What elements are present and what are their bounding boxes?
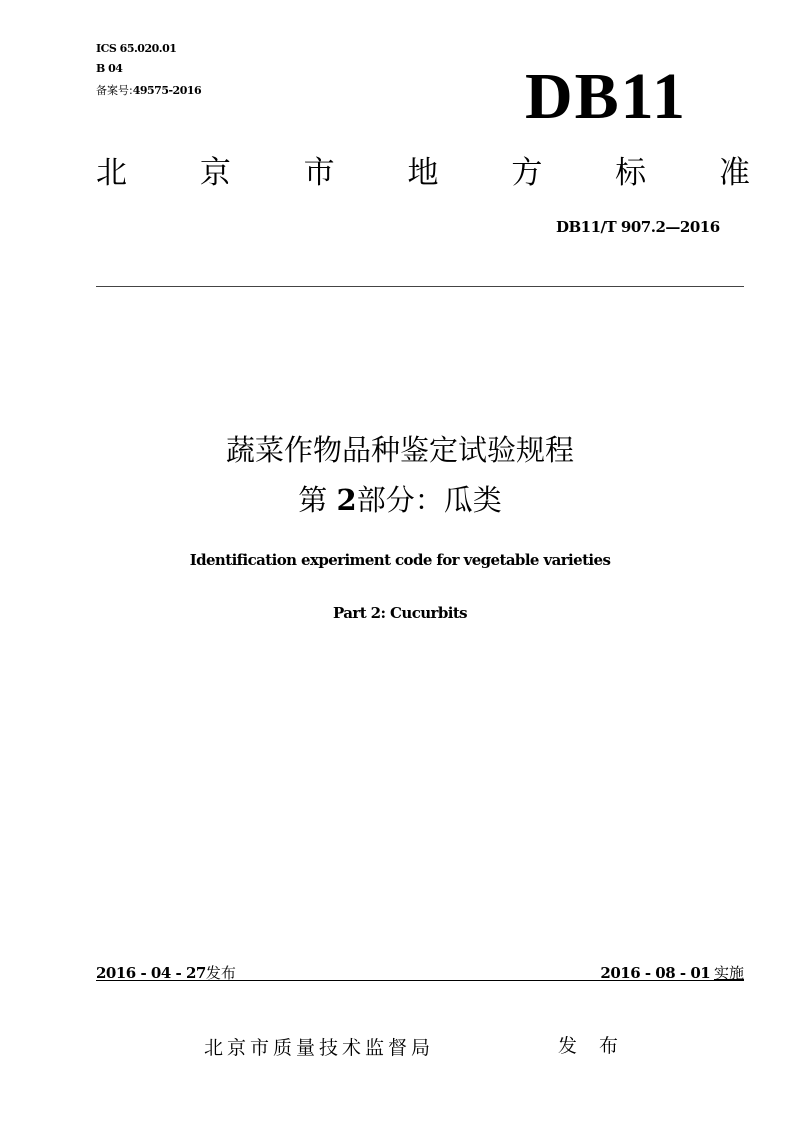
classification-code: B 04 <box>96 62 123 75</box>
footer-divider <box>96 980 744 981</box>
standard-type-char: 京 <box>199 155 231 191</box>
ics-code: ICS 65.020.01 <box>96 42 177 55</box>
record-number <box>96 82 201 98</box>
standard-type-char: 市 <box>303 155 335 191</box>
issue-date-label: 发布 <box>205 964 236 982</box>
implementation-date-value: 2016 - 08 - 01 <box>600 964 711 982</box>
standard-type-char: 方 <box>511 155 543 191</box>
standard-type-char: 地 <box>407 155 439 191</box>
header-divider <box>96 286 744 287</box>
standard-type-char: 准 <box>718 155 750 191</box>
record-number-value: 49575-2016 <box>132 84 202 97</box>
document-part-title <box>0 483 800 518</box>
standard-type-char: 标 <box>615 155 647 191</box>
standard-type-heading <box>96 155 750 191</box>
standard-number: DB11/T 907.2—2016 <box>556 218 720 236</box>
standard-type-char: 北 <box>96 155 127 191</box>
issue-date-value: 2016 - 04 - 27 <box>96 964 206 982</box>
part-number: 2 <box>336 483 357 517</box>
english-title: Identification experiment code for vegetable varieties <box>189 551 611 569</box>
issuing-action: 发 布 <box>558 1035 627 1057</box>
english-part-title: Part 2: Cucurbits <box>333 604 467 622</box>
db-logo: DB11 <box>525 60 688 133</box>
implementation-date-label: 实施 <box>713 964 744 982</box>
part-prefix: 第 <box>298 483 328 517</box>
document-title: 蔬菜作物品种鉴定试验规程 <box>225 433 574 467</box>
part-suffix: 部分：瓜类 <box>356 483 502 517</box>
issuing-authority: 北京市质量技术监督局 <box>204 1037 435 1059</box>
record-number-label: 备案号: <box>96 84 133 97</box>
